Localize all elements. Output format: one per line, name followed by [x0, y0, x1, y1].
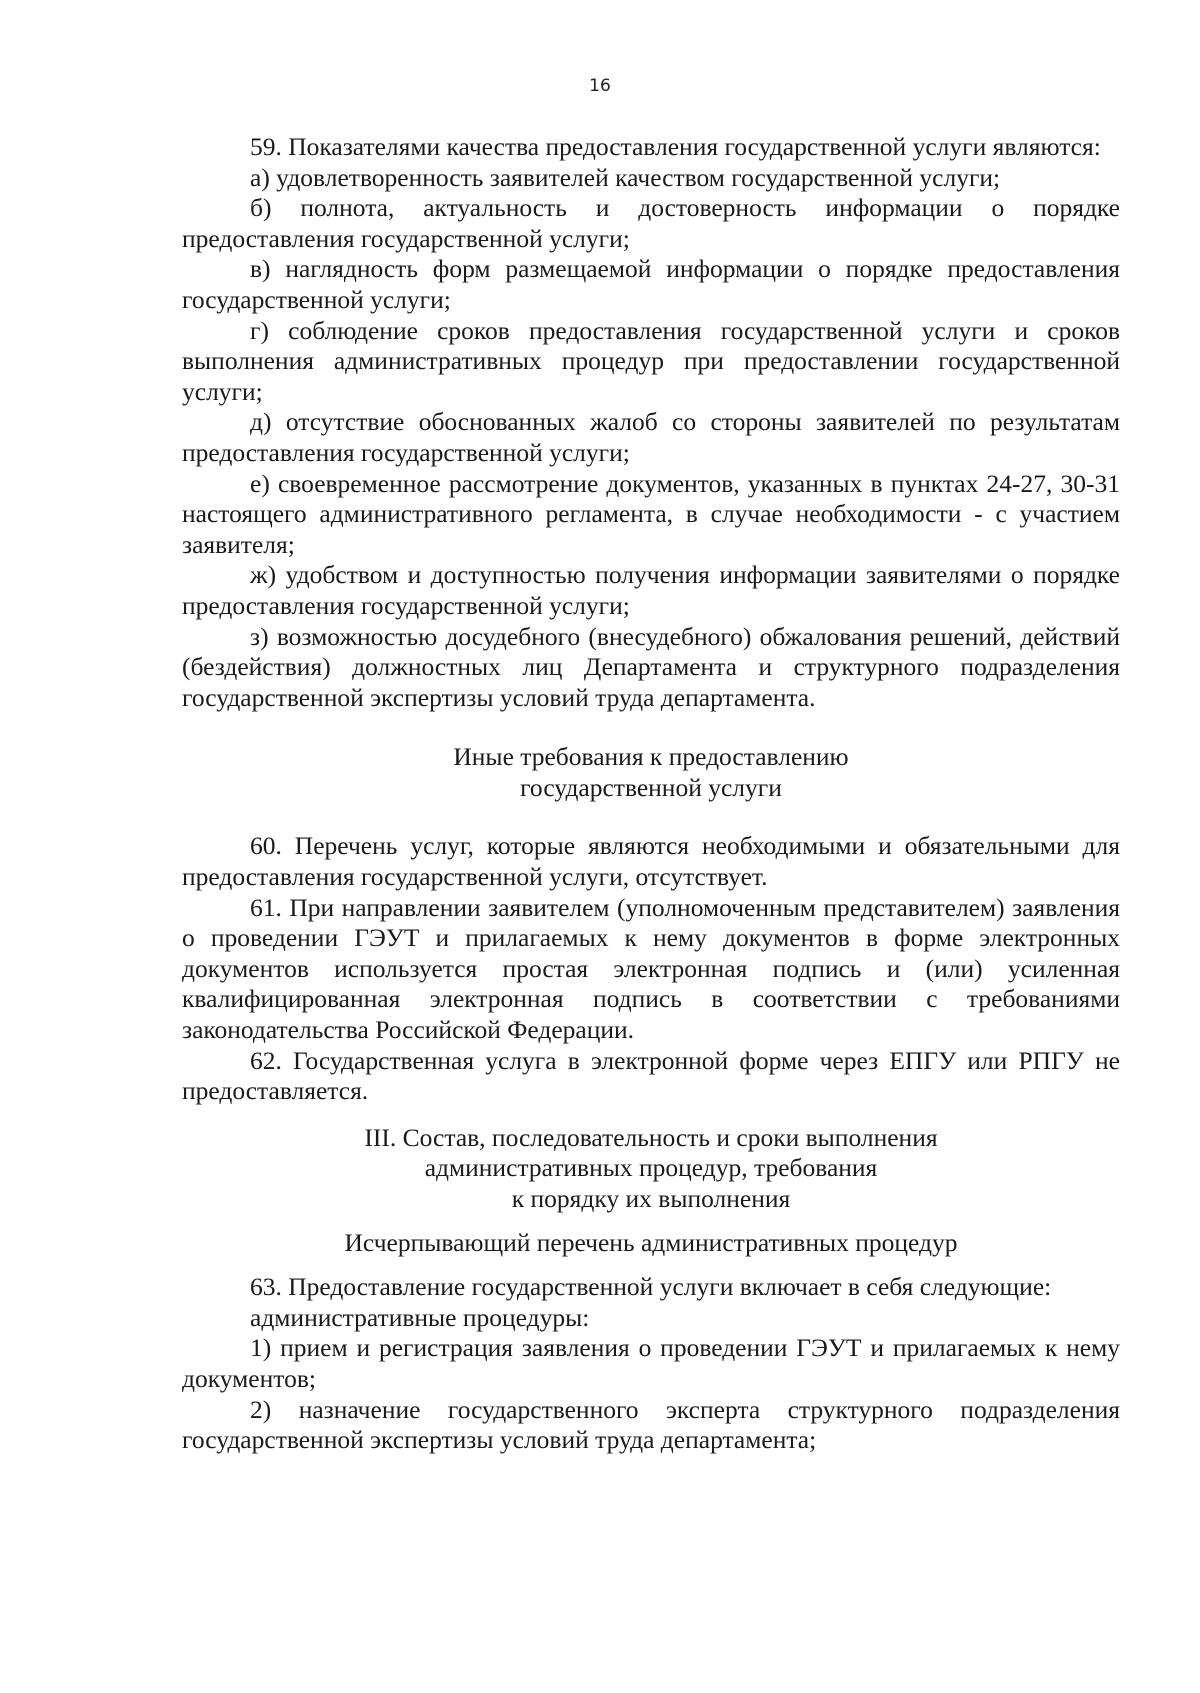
paragraph-59: 59. Показателями качества предоставления государственной услуги являются: — [250, 132, 1101, 161]
paragraph-59-v: в) наглядность форм размещаемой информации о порядке предоставления государственной услуги; — [182, 254, 1120, 314]
heading-line: Исчерпывающий перечень административных процедур — [344, 1227, 958, 1257]
heading-line: к порядку их выполнения — [511, 1184, 791, 1213]
heading-line: административных процедур, требования — [424, 1153, 878, 1183]
paragraph-59-d: д) отсутствие обоснованных жалоб со стороны заявителей по результатам предоставления государственной услуги; — [182, 407, 1120, 467]
heading-section-3 — [182, 1123, 1120, 1215]
paragraph-63-admin-procedures: административные процедуры: — [250, 1302, 590, 1332]
heading-line: Иные требования к предоставлению — [453, 742, 849, 772]
paragraph-63-item-2: 2) назначение государственного эксперта структурного подразделения государственной экспертизы условий труда департамента; — [182, 1394, 1120, 1455]
paragraph-59-g: г) соблюдение сроков предоставления государственной услуги и сроков выполнения административных процедур при предоставлении государственной услуги; — [182, 315, 1120, 406]
paragraph-59-z: з) возможностью досудебного (внесудебного) обжалования решений, действий (бездействия) должностных лиц Департамента и структурного подразделения государственной экспертизы условий труда департамента. — [182, 621, 1120, 712]
paragraph-63: 63. Предоставление государственной услуги включает в себя следующие: — [250, 1272, 1052, 1302]
paragraph-59-a: а) удовлетворенность заявителей качеством государственной услуги; — [250, 162, 1001, 192]
paragraph-60: 60. Перечень услуг, которые являются необходимыми и обязательными для предоставления государственной услуги, отсутствует. — [182, 831, 1120, 892]
document-body — [182, 132, 1120, 1456]
paragraph-62: 62. Государственная услуга в электронной форме через ЕПГУ или РПГУ не предоставляется. — [182, 1045, 1120, 1106]
heading-other-requirements — [182, 742, 1120, 803]
paragraph-63-item-1: 1) прием и регистрация заявления о проведении ГЭУТ и прилагаемых к нему документов; — [182, 1333, 1120, 1393]
heading-line: государственной услуги — [520, 772, 782, 802]
paragraph-59-zh: ж) удобством и доступностью получения информации заявителями о порядке предоставления государственной услуги; — [182, 560, 1120, 620]
heading-line: III. Состав, последовательность и сроки выполнения — [364, 1122, 938, 1152]
page-number: 16 — [589, 76, 611, 96]
paragraph-59-b: б) полнота, актуальность и достоверность информации о порядке предоставления государственной услуги; — [182, 193, 1120, 253]
heading-exhaustive-list — [182, 1228, 1120, 1259]
paragraph-61: 61. При направлении заявителем (уполномоченным представителем) заявления о проведении ГЭУТ и прилагаемых к нему документов в форме электронных документов используется простая электронная подпись и (или) усиленная квалифицированная электронная подпись в соответствии с требованиями законодательства Российской Федерации. — [182, 892, 1120, 1045]
paragraph-59-e: е) своевременное рассмотрение документов, указанных в пунктах 24-27, 30-31 настоящего административного регламента, в случае необходимости - с участием заявителя; — [182, 468, 1120, 559]
